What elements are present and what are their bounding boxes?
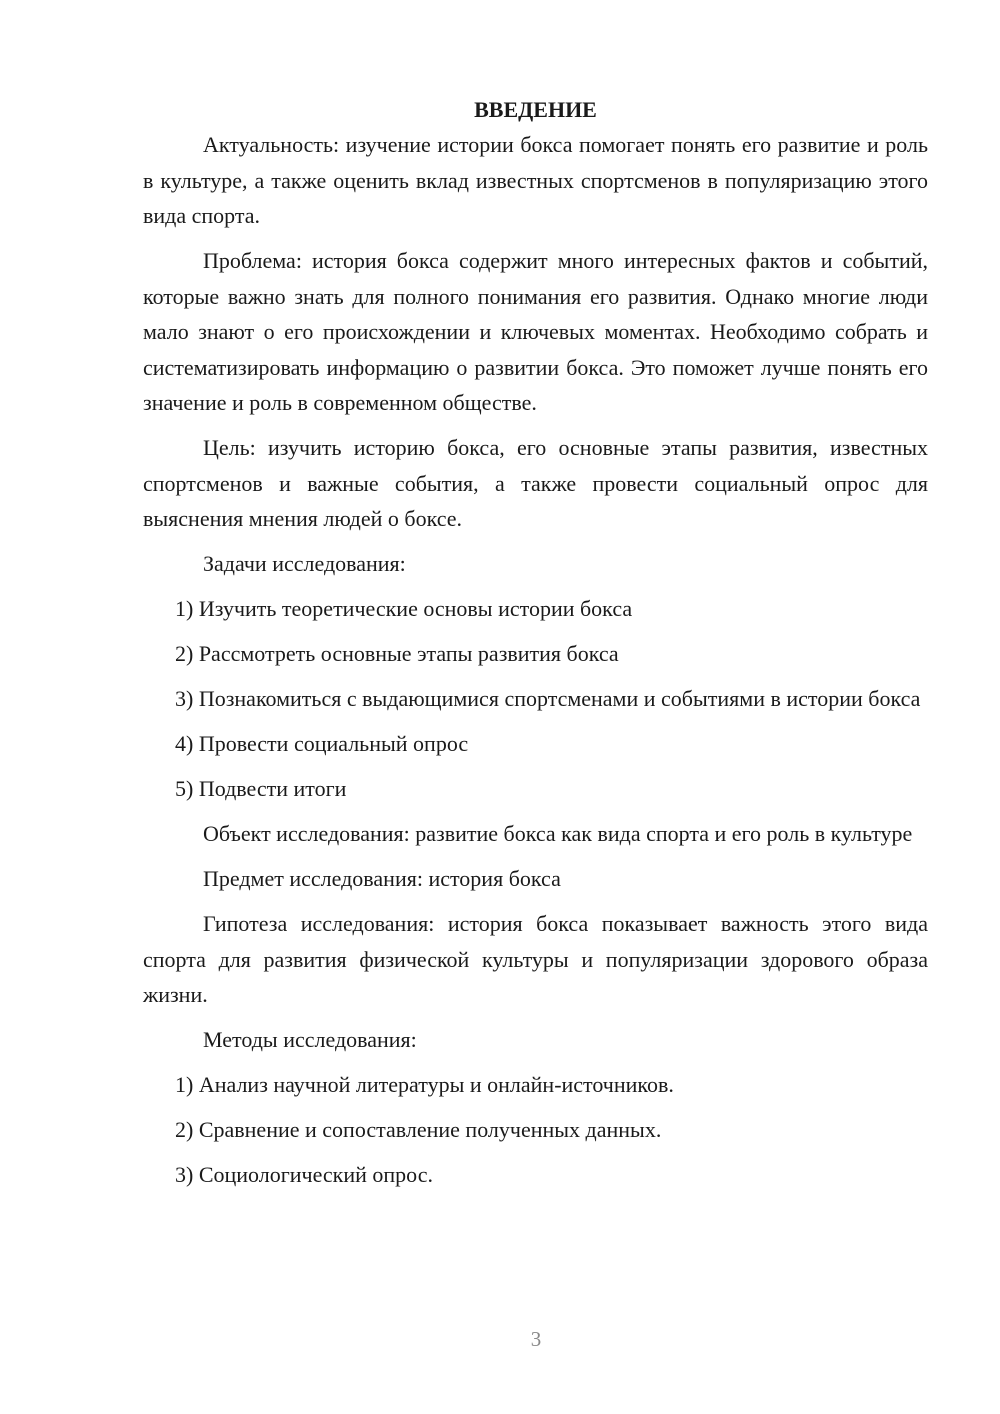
paragraph-relevance: Актуальность: изучение истории бокса помогает понять его развитие и роль в культуре, а также оценить вклад известных спортсменов в популяризацию этого вида спорта. [143, 132, 928, 228]
paragraph-object: Объект исследования: развитие бокса как вида спорта и его роль в культуре [203, 821, 913, 846]
paragraph-methods-heading: Методы исследования: [203, 1027, 417, 1052]
list-item-task-4: 4) Провести социальный опрос [175, 731, 469, 756]
section-title: ВВЕДЕНИЕ [474, 97, 597, 122]
paragraph-goal: Цель: изучить историю бокса, его основные этапы развития, известных спортсменов и важные события, а также провести социальный опрос для выяснения мнения людей о боксе. [143, 435, 928, 531]
document-page [143, 92, 928, 1202]
list-item-task-1: 1) Изучить теоретические основы истории бокса [175, 596, 633, 621]
list-item-method-1: 1) Анализ научной литературы и онлайн-источников. [175, 1072, 674, 1097]
list-item-method-2: 2) Сравнение и сопоставление полученных данных. [175, 1117, 662, 1142]
page-number: 3 [530, 1327, 542, 1351]
list-item-task-3: 3) Познакомиться с выдающимися спортсменами и событиями в истории бокса [175, 686, 921, 711]
list-item-task-2: 2) Рассмотреть основные этапы развития бокса [175, 641, 619, 666]
list-item-method-3: 3) Социологический опрос. [175, 1162, 433, 1187]
paragraph-hypothesis: Гипотеза исследования: история бокса показывает важность этого вида спорта для развития физической культуры и популяризации здорового образа жизни. [143, 911, 928, 1007]
list-item-task-5: 5) Подвести итоги [175, 776, 347, 801]
paragraph-subject: Предмет исследования: история бокса [203, 866, 561, 891]
paragraph-tasks-heading: Задачи исследования: [203, 551, 406, 576]
paragraph-problem: Проблема: история бокса содержит много интересных фактов и событий, которые важно знать для полного понимания его развития. Однако многие люди мало знают о его происхождении и ключевых моментах. Необходимо собрать и систематизировать информацию о развитии бокса. Это поможет лучше понять его значение и роль в современном обществе. [143, 248, 928, 415]
